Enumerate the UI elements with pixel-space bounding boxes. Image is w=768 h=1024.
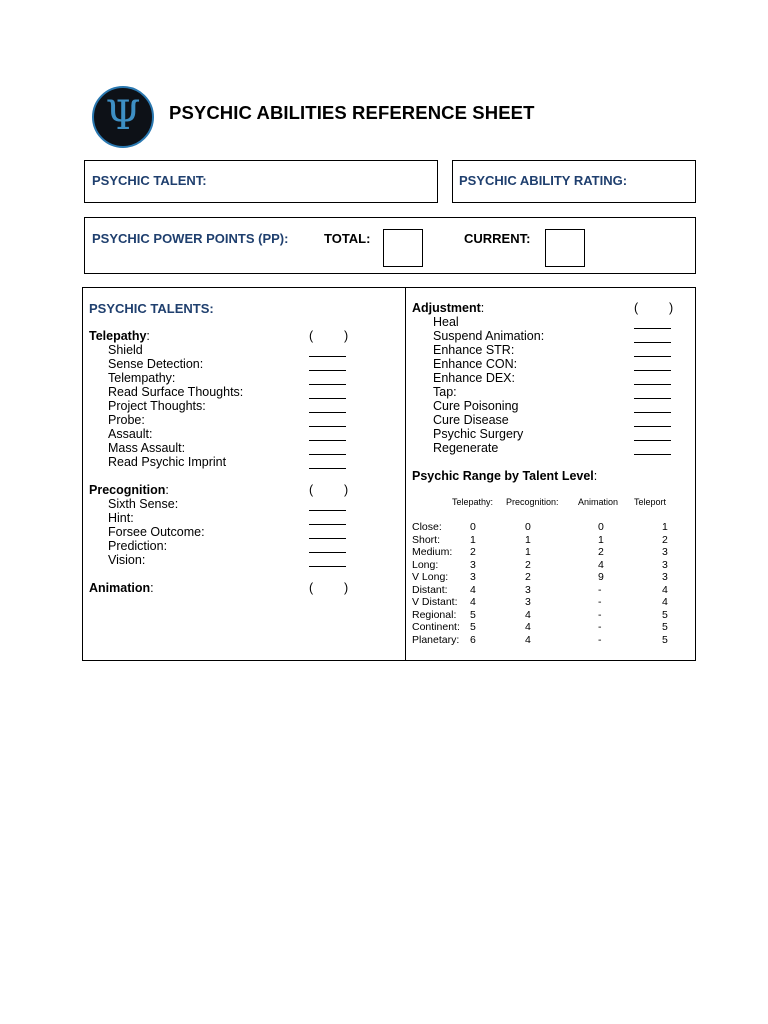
range-cell: 5 [470, 609, 476, 621]
list-item: Shield [108, 343, 143, 357]
blank-line[interactable] [309, 552, 346, 553]
page-title: PSYCHIC ABILITIES REFERENCE SHEET [169, 102, 535, 123]
list-item: Psychic Surgery [433, 427, 524, 441]
range-cell: 1 [470, 534, 476, 546]
list-item: Mass Assault: [108, 441, 186, 455]
range-cell: 3 [470, 559, 476, 571]
range-cell: 3 [662, 571, 668, 583]
range-cell: 5 [662, 634, 668, 646]
psi-logo [92, 86, 154, 148]
blank-line[interactable] [634, 370, 671, 371]
range-row-label: V Distant: [412, 596, 458, 608]
list-item: Read Surface Thoughts: [108, 385, 244, 399]
range-col-precognition: Precognition: [506, 497, 559, 507]
list-item: Sixth Sense: [108, 497, 179, 511]
range-cell: 3 [470, 571, 476, 583]
current-pp-input[interactable] [545, 229, 585, 267]
list-item: Hint: [108, 511, 134, 525]
range-cell: 5 [470, 621, 476, 633]
list-item: Heal [433, 315, 459, 329]
range-cell: 2 [525, 571, 531, 583]
range-col-animation: Animation [578, 497, 619, 507]
range-cell: - [598, 596, 602, 608]
range-cell: 2 [662, 534, 668, 546]
range-cell: 0 [470, 521, 476, 533]
range-cell: 3 [662, 546, 668, 558]
precognition-paren-close: ) [344, 483, 349, 497]
list-item: Enhance STR: [433, 343, 515, 357]
range-cell: - [598, 634, 602, 646]
range-cell: 0 [598, 521, 604, 533]
range-cell: 2 [525, 559, 531, 571]
blank-line[interactable] [634, 342, 671, 343]
range-cell: 6 [470, 634, 476, 646]
blank-line[interactable] [309, 370, 346, 371]
range-cell: 0 [525, 521, 531, 533]
range-cell: 1 [525, 534, 531, 546]
power-points-label: PSYCHIC POWER POINTS (PP): [92, 231, 289, 246]
adjustment-paren-close: ) [669, 301, 674, 315]
blank-line[interactable] [309, 412, 346, 413]
animation-paren-close: ) [344, 581, 349, 595]
range-cell: 2 [598, 546, 604, 558]
adjustment-heading: Adjustment: [412, 301, 485, 315]
blank-line[interactable] [634, 328, 671, 329]
range-cell: 3 [525, 596, 531, 608]
list-item: Vision: [108, 553, 146, 567]
talents-panel [82, 287, 696, 661]
list-item: Forsee Outcome: [108, 525, 205, 539]
telepathy-heading: Telepathy: [89, 329, 150, 343]
range-row-label: Close: [412, 521, 442, 533]
telepathy-paren-open: ( [309, 329, 314, 343]
range-row-label: Medium: [412, 546, 453, 558]
blank-line[interactable] [309, 384, 346, 385]
range-col-teleport: Teleport [634, 497, 667, 507]
blank-line[interactable] [309, 398, 346, 399]
range-row-label: Continent: [412, 621, 460, 633]
animation-paren-open: ( [309, 581, 314, 595]
range-cell: 3 [525, 584, 531, 596]
range-col-telepathy: Telepathy: [452, 497, 494, 507]
list-item: Project Thoughts: [108, 399, 206, 413]
adjustment-paren-open: ( [634, 301, 639, 315]
range-cell: 4 [470, 584, 476, 596]
blank-line[interactable] [309, 510, 346, 511]
telepathy-paren-close: ) [344, 329, 349, 343]
blank-line[interactable] [634, 384, 671, 385]
range-cell: 5 [662, 621, 668, 633]
psi-icon: Ψ [105, 93, 141, 139]
psychic-ability-rating-label: PSYCHIC ABILITY RATING: [459, 173, 628, 188]
range-cell: 4 [662, 584, 668, 596]
power-points-box [84, 217, 696, 274]
list-item: Regenerate [433, 441, 499, 455]
range-cell: 5 [662, 609, 668, 621]
list-item: Suspend Animation: [433, 329, 545, 343]
blank-line[interactable] [309, 440, 346, 441]
range-row-label: Distant: [412, 584, 448, 596]
blank-line[interactable] [634, 426, 671, 427]
range-cell: 4 [525, 621, 531, 633]
list-item: Assault: [108, 427, 153, 441]
blank-line[interactable] [309, 538, 346, 539]
range-cell: 1 [525, 546, 531, 558]
range-row-label: V Long: [412, 571, 449, 583]
list-item: Cure Disease [433, 413, 509, 427]
current-label: CURRENT: [464, 231, 531, 246]
psychic-ability-rating-box[interactable] [452, 160, 696, 203]
blank-line[interactable] [309, 524, 346, 525]
blank-line[interactable] [309, 566, 346, 567]
animation-heading: Animation: [89, 581, 154, 595]
range-row-label: Short: [412, 534, 441, 546]
blank-line[interactable] [309, 454, 346, 455]
range-cell: 4 [598, 559, 604, 571]
psychic-talent-box[interactable] [84, 160, 438, 203]
range-cell: 3 [662, 559, 668, 571]
precognition-paren-open: ( [309, 483, 314, 497]
blank-line[interactable] [309, 426, 346, 427]
range-cell: 4 [470, 596, 476, 608]
precognition-heading: Precognition: [89, 483, 169, 497]
blank-line[interactable] [309, 468, 346, 469]
blank-line[interactable] [634, 412, 671, 413]
list-item: Enhance CON: [433, 357, 518, 371]
range-cell: 1 [662, 521, 668, 533]
range-cell: 1 [598, 534, 604, 546]
range-row-label: Regional: [412, 609, 457, 621]
range-cell: 4 [525, 609, 531, 621]
range-cell: 4 [662, 596, 668, 608]
range-table-title: Psychic Range by Talent Level: [412, 469, 598, 483]
range-row-label: Long: [412, 559, 439, 571]
psychic-talents-heading: PSYCHIC TALENTS: [89, 301, 214, 316]
range-cell: - [598, 621, 602, 633]
list-item: Probe: [108, 413, 145, 427]
total-pp-input[interactable] [383, 229, 423, 267]
range-cell: 2 [470, 546, 476, 558]
list-item: Prediction: [108, 539, 168, 553]
list-item: Tap: [433, 385, 457, 399]
blank-line[interactable] [634, 454, 671, 455]
panel-divider [405, 287, 406, 661]
total-label: TOTAL: [324, 231, 371, 246]
psychic-talent-label: PSYCHIC TALENT: [92, 173, 207, 188]
list-item: Read Psychic Imprint [108, 455, 227, 469]
range-cell: 9 [598, 571, 604, 583]
blank-line[interactable] [634, 440, 671, 441]
list-item: Cure Poisoning [433, 399, 519, 413]
blank-line[interactable] [634, 398, 671, 399]
list-item: Enhance DEX: [433, 371, 515, 385]
list-item: Telempathy: [108, 371, 176, 385]
list-item: Sense Detection: [108, 357, 204, 371]
range-cell: - [598, 584, 602, 596]
blank-line[interactable] [309, 356, 346, 357]
range-row-label: Planetary: [412, 634, 460, 646]
blank-line[interactable] [634, 356, 671, 357]
range-cell: - [598, 609, 602, 621]
range-cell: 4 [525, 634, 531, 646]
